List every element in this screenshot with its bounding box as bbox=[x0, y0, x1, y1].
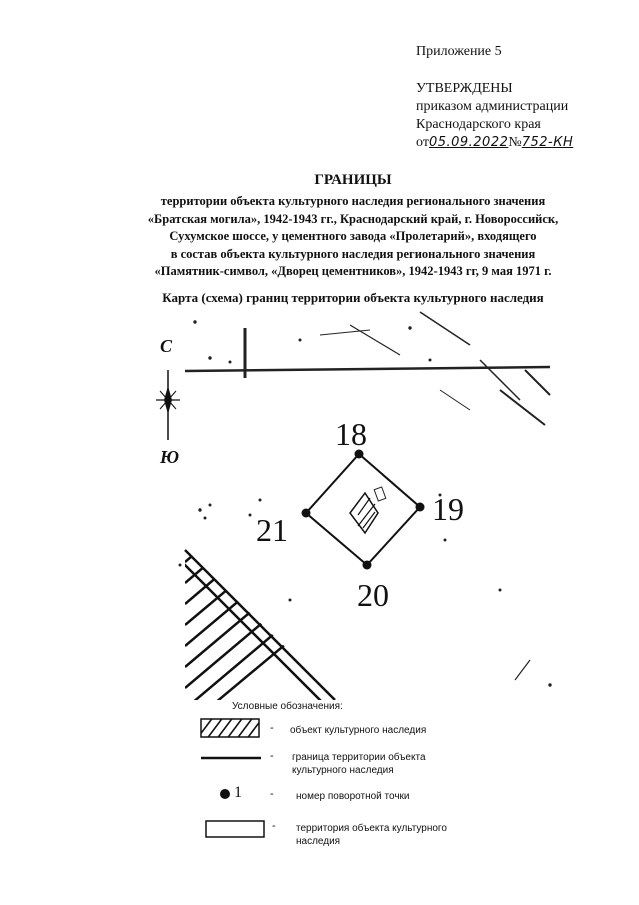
legend-hatch-symbol bbox=[200, 718, 260, 738]
point-label-21: 21 bbox=[256, 512, 288, 548]
turning-point-21 bbox=[302, 509, 311, 518]
compass-south-label: Ю bbox=[160, 447, 180, 467]
point-label-19: 19 bbox=[432, 491, 464, 527]
legend-dash-1: - bbox=[270, 722, 274, 734]
map-caption: Карта (схема) границ территории объекта культурного наследия bbox=[162, 290, 544, 305]
approval-date: 05.09.2022 bbox=[428, 135, 509, 150]
document-title bbox=[60, 172, 639, 281]
title-line-1: территории объекта культурного наследия регионального значения bbox=[160, 194, 546, 208]
title-line-4: в состав объекта культурного наследия регионального значения bbox=[170, 246, 536, 261]
number-prefix: № bbox=[508, 135, 522, 150]
legend-dash-4: - bbox=[272, 820, 276, 832]
approval-number: 752-КН bbox=[521, 135, 574, 150]
hatched-area bbox=[170, 550, 330, 700]
turning-point-19 bbox=[416, 503, 425, 512]
approval-date-line bbox=[416, 134, 573, 152]
compass bbox=[156, 336, 180, 467]
legend-dash-3: - bbox=[270, 788, 274, 800]
approval-block bbox=[416, 80, 573, 152]
legend-point-number: 1 bbox=[234, 784, 242, 801]
approved-title: УТВЕРЖДЕНЫ bbox=[416, 81, 513, 96]
legend-text-object: объект культурного наследия bbox=[290, 725, 427, 736]
point-label-20: 20 bbox=[357, 577, 389, 613]
appendix-label: Приложение 5 bbox=[416, 44, 502, 59]
title-line-5: «Памятник-символ, «Дворец цементников», 1942-1943 гг, 9 мая 1971 г. bbox=[154, 264, 552, 278]
map-background-noise bbox=[179, 312, 551, 686]
title-line-3: Сухумское шоссе, у цементного завода «Пролетарий», входящего bbox=[169, 229, 537, 243]
approved-line-2: Краснодарского края bbox=[416, 117, 541, 132]
turning-point-20 bbox=[363, 561, 372, 570]
boundary-map bbox=[0, 300, 639, 700]
point-label-18: 18 bbox=[335, 416, 367, 452]
territory-boundary bbox=[306, 454, 420, 565]
hatched-area-edge bbox=[185, 550, 335, 700]
legend-title: Условные обозначения: bbox=[232, 701, 343, 712]
title-line-2: «Братская могила», 1942-1943 гг., Краснодарский край, г. Новороссийск, bbox=[147, 211, 559, 226]
legend-dash-2: - bbox=[270, 750, 274, 762]
legend-point-symbol bbox=[218, 787, 232, 801]
date-prefix: от bbox=[416, 135, 429, 150]
legend-text-boundary: граница территории объекта культурного наследия bbox=[292, 752, 426, 776]
legend-boundary-line-symbol bbox=[200, 755, 262, 761]
legend-territory-symbol bbox=[205, 820, 265, 838]
approved-line-1: приказом администрации bbox=[416, 99, 569, 114]
legend-text-territory: территория объекта культурного наследия bbox=[296, 823, 447, 847]
hatch-lines bbox=[185, 545, 365, 700]
legend-text-point: номер поворотной точки bbox=[296, 791, 410, 802]
title-main: ГРАНИЦЫ bbox=[314, 172, 392, 188]
compass-north-label: С bbox=[160, 336, 173, 356]
